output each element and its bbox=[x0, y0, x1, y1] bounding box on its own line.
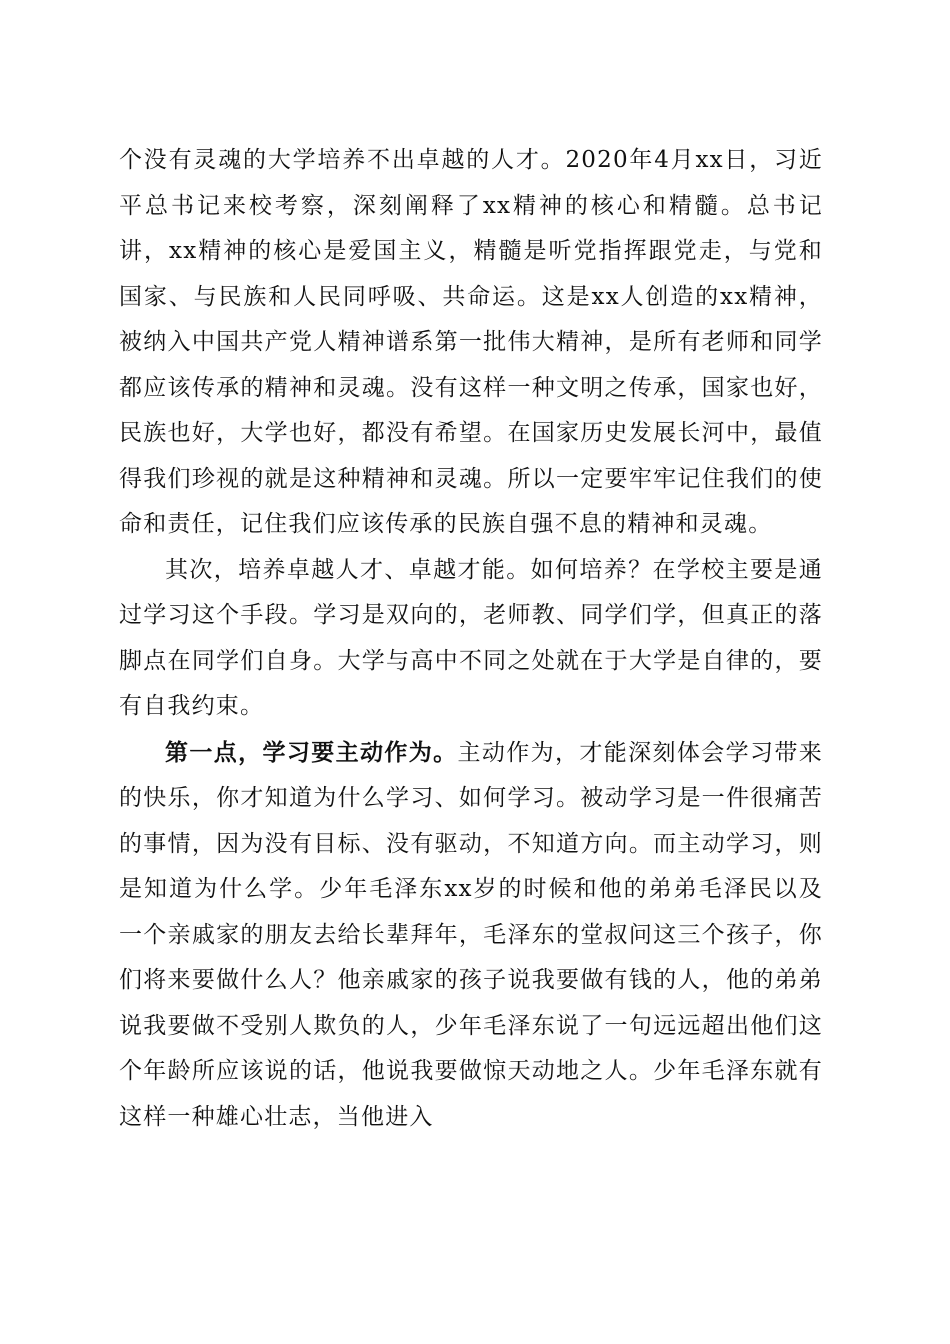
paragraph-1 bbox=[119, 138, 823, 548]
paragraph-3 bbox=[119, 730, 823, 1141]
paragraph-3-text: 主动作为，才能深刻体会学习带来的快乐，你才知道为什么学习、如何学习。被动学习是一件很痛苦的事情，因为没有目标、没有驱动，不知道方向。而主动学习，则是知道为什么学。少年毛泽东xx岁的时候和他的弟弟毛泽民以及一个亲戚家的朋友去给长辈拜年，毛泽东的堂叔问这三个孩子，你们将来要做什么人？他亲戚家的孩子说我要做有钱的人，他的弟弟说我要做不受别人欺负的人，少年毛泽东说了一句远远超出他们这个年龄所应该说的话，他说我要做惊天动地之人。少年毛泽东就有这样一种雄心壮志，当他进入 bbox=[119, 739, 824, 1130]
paragraph-2 bbox=[119, 548, 823, 730]
paragraph-1-text: 个没有灵魂的大学培养不出卓越的人才。2020年4月xx日，习近平总书记来校考察，深刻阐释了xx精神的核心和精髓。总书记讲，xx精神的核心是爱国主义，精髓是听党指挥跟党走，与党和国家、与民族和人民同呼吸、共命运。这是xx人创造的xx精神，被纳入中国共产党人精神谱系第一批伟大精神，是所有老师和同学都应该传承的精神和灵魂。没有这样一种文明之传承，国家也好，民族也好，大学也好，都没有希望。在国家历史发展长河中，最值得我们珍视的就是这种精神和灵魂。所以一定要牢牢记住我们的使命和责任，记住我们应该传承的民族自强不息的精神和灵魂。 bbox=[119, 147, 823, 537]
paragraph-2-text: 其次，培养卓越人才、卓越才能。如何培养？在学校主要是通过学习这个手段。学习是双向的，老师教、同学们学，但真正的落脚点在同学们自身。大学与高中不同之处就在于大学是自律的，要有自我约束。 bbox=[119, 556, 823, 719]
document-page bbox=[119, 138, 823, 1140]
paragraph-3-lead: 第一点，学习要主动作为。 bbox=[165, 738, 458, 766]
